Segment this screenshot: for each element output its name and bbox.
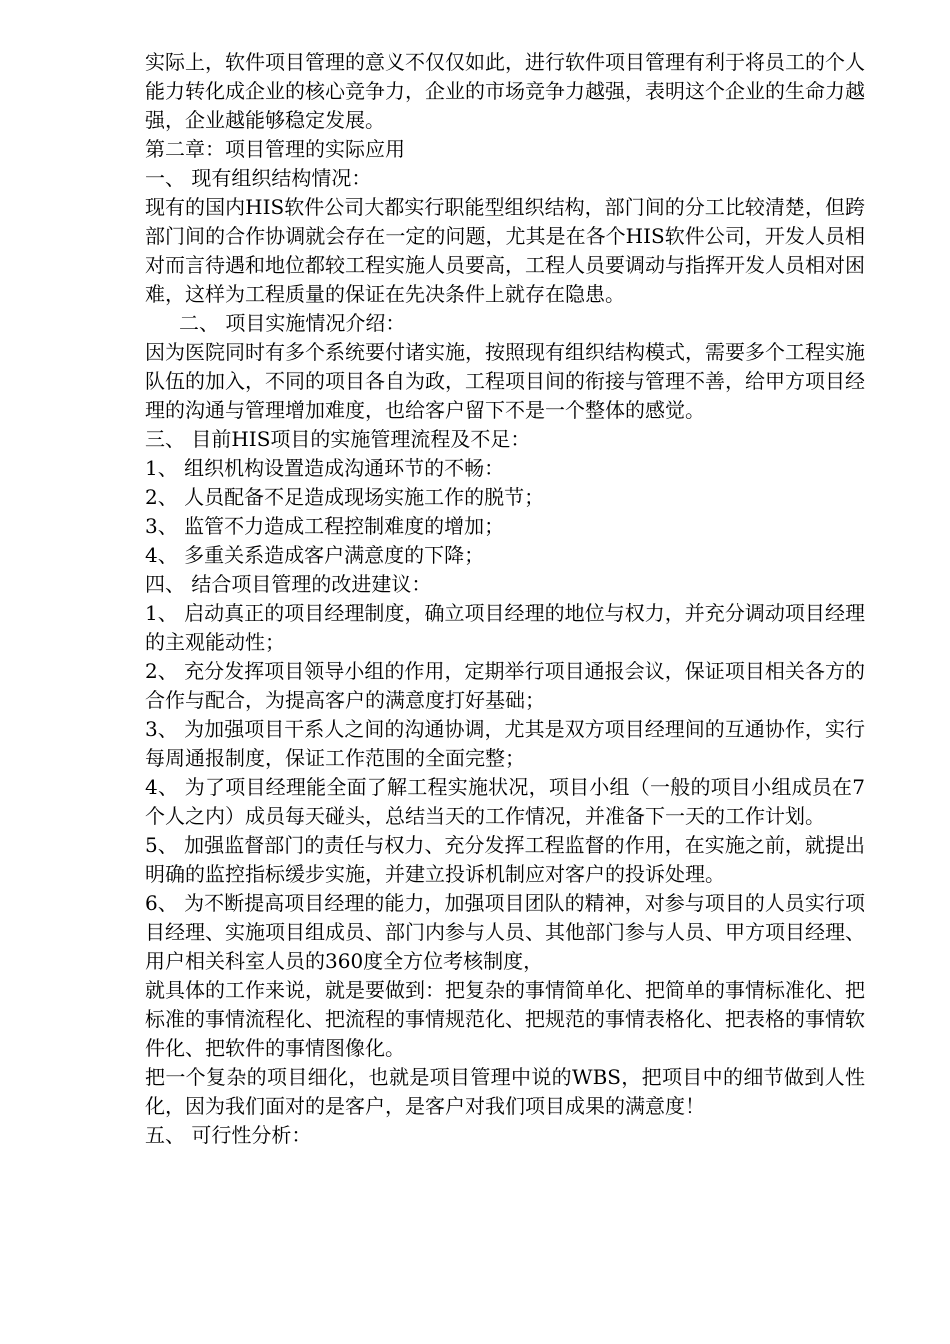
list-item-suggestion-1: 1、 启动真正的项目经理制度，确立项目经理的地位与权力，并充分调动项目经理的主观能动性； <box>145 601 865 654</box>
paragraph-work-principles: 就具体的工作来说，就是要做到：把复杂的事情简单化、把简单的事情标准化、把标准的事情流程化、把流程的事情规范化、把规范的事情表格化、把表格的事情软件化、把软件的事情图像化。 <box>145 978 865 1060</box>
list-item-suggestion-3: 3、 为加强项目干系人之间的沟通协调，尤其是双方项目经理间的互通协作，实行每周通报制度，保证工作范围的全面完整； <box>145 717 865 770</box>
paragraph-intro-significance: 实际上，软件项目管理的意义不仅仅如此，进行软件项目管理有利于将员工的个人能力转化成企业的核心竞争力，企业的市场竞争力越强，表明这个企业的生命力越强，企业越能够稳定发展。 <box>145 50 865 132</box>
list-item-suggestion-4: 4、 为了项目经理能全面了解工程实施状况，项目小组（一般的项目小组成员在7个人之内）成员每天碰头，总结当天的工作情况，并准备下一天的工作计划。 <box>145 775 865 828</box>
section-heading-5: 五、 可行性分析： <box>145 1123 312 1147</box>
document-body <box>145 48 865 1150</box>
list-item-suggestion-6: 6、 为不断提高项目经理的能力，加强项目团队的精神，对参与项目的人员实行项目经理、实施项目组成员、部门内参与人员、其他部门参与人员、甲方项目经理、用户相关科室人员的360度全方位考核制度， <box>145 891 865 973</box>
section-heading-4: 四、 结合项目管理的改进建议： <box>145 572 432 596</box>
list-item-deficiency-3: 3、 监管不力造成工程控制难度的增加； <box>145 514 505 538</box>
chapter-heading: 第二章：项目管理的实际应用 <box>145 137 405 161</box>
list-item-suggestion-2: 2、 充分发挥项目领导小组的作用，定期举行项目通报会议，保证项目相关各方的合作与配合，为提高客户的满意度打好基础； <box>145 659 865 712</box>
paragraph-org-structure: 现有的国内HIS软件公司大都实行职能型组织结构，部门间的分工比较清楚，但跨部门间的合作协调就会存在一定的问题，尤其是在各个HIS软件公司，开发人员相对而言待遇和地位都较工程实施人员要高，工程人员要调动与指挥开发人员相对困难，这样为工程质量的保证在先决条件上就存在隐患。 <box>145 195 865 306</box>
section-heading-2: 二、 项目实施情况介绍： <box>179 311 406 335</box>
list-item-deficiency-1: 1、 组织机构设置造成沟通环节的不畅： <box>145 456 505 480</box>
paragraph-wbs: 把一个复杂的项目细化，也就是项目管理中说的WBS，把项目中的细节做到人性化，因为我们面对的是客户，是客户对我们项目成果的满意度！ <box>145 1065 865 1118</box>
list-item-suggestion-5: 5、 加强监督部门的责任与权力、充分发挥工程监督的作用，在实施之前，就提出明确的监控指标缓步实施，并建立投诉机制应对客户的投诉处理。 <box>145 833 865 886</box>
list-item-deficiency-4: 4、 多重关系造成客户满意度的下降； <box>145 543 485 567</box>
section-heading-3: 三、 目前HIS项目的实施管理流程及不足： <box>145 427 531 451</box>
list-item-deficiency-2: 2、 人员配备不足造成现场实施工作的脱节； <box>145 485 545 509</box>
section-heading-1: 一、 现有组织结构情况： <box>145 166 372 190</box>
paragraph-implementation: 因为医院同时有多个系统要付诸实施，按照现有组织结构模式，需要多个工程实施队伍的加入，不同的项目各自为政，工程项目间的衔接与管理不善，给甲方项目经理的沟通与管理增加难度，也给客户留下不是一个整体的感觉。 <box>145 340 865 422</box>
